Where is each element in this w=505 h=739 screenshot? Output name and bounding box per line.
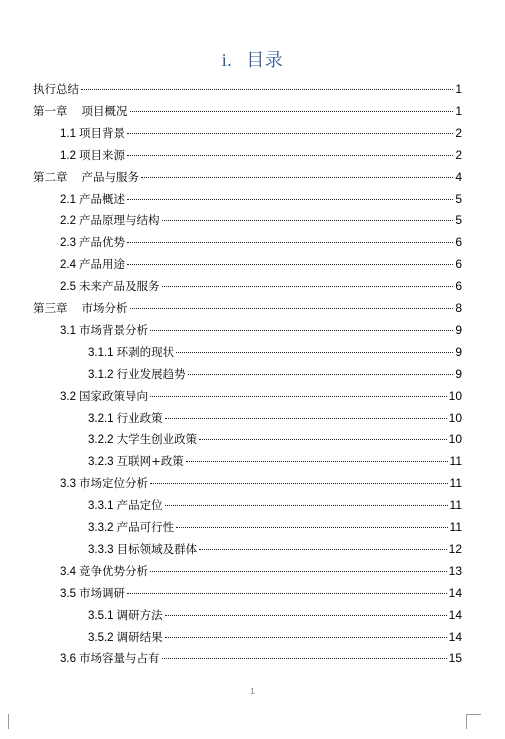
toc-entry-page: 10 xyxy=(448,432,462,447)
toc-entry-number: 第一章 xyxy=(33,103,68,118)
toc-entry-number: 1.2 xyxy=(60,149,76,162)
toc-entry-page: 9 xyxy=(455,322,462,337)
toc-entry-number: 第二章 xyxy=(33,169,68,184)
toc-dot-leader xyxy=(165,505,448,506)
toc-entry-title: 市场分析 xyxy=(81,301,128,315)
toc-entry[interactable] xyxy=(60,210,462,230)
toc-entry-title: 项目背景 xyxy=(79,125,125,140)
toc-dot-leader xyxy=(127,199,453,200)
toc-dot-leader xyxy=(162,286,454,287)
toc-entry-page: 11 xyxy=(449,454,462,469)
toc-entry[interactable] xyxy=(88,539,462,559)
toc-dot-leader xyxy=(188,374,454,375)
toc-entry-page: 10 xyxy=(448,388,462,403)
toc-dot-leader xyxy=(150,571,447,572)
toc-entry-page: 5 xyxy=(455,191,462,206)
toc-entry-page: 5 xyxy=(455,213,462,228)
toc-entry[interactable] xyxy=(60,648,462,668)
toc-entry-page: 1 xyxy=(455,82,462,96)
toc-entry-page: 11 xyxy=(449,520,462,534)
toc-entry[interactable] xyxy=(33,101,462,121)
toc-entry-number: 2.4 xyxy=(60,259,76,272)
toc-dot-leader xyxy=(81,89,453,90)
toc-entry-title: 行业政策 xyxy=(116,410,163,425)
toc-dot-leader xyxy=(127,593,447,594)
toc-dot-leader xyxy=(150,483,448,484)
toc-entry-title: 执行总结 xyxy=(33,82,79,96)
toc-entry-page: 12 xyxy=(448,541,462,556)
toc-entry[interactable] xyxy=(88,495,462,515)
toc-entry-title: 目标领域及群体 xyxy=(116,541,198,556)
toc-entry-page: 11 xyxy=(449,476,462,491)
toc-entry-number: 3.1.1 xyxy=(88,346,114,359)
toc-dot-leader xyxy=(165,615,447,616)
toc-dot-leader xyxy=(199,439,447,440)
toc-entry-title: 市场调研 xyxy=(79,585,125,600)
toc-entry-page: 13 xyxy=(448,563,462,578)
toc-entry[interactable] xyxy=(88,605,462,625)
toc-dot-leader xyxy=(176,527,447,528)
toc-entry[interactable] xyxy=(33,298,462,318)
toc-entry-page: 14 xyxy=(448,629,462,644)
toc-entry-page: 10 xyxy=(448,410,462,425)
toc-dot-leader xyxy=(150,330,453,331)
toc-entry[interactable] xyxy=(60,561,462,581)
crop-mark-bottom-right xyxy=(466,714,481,729)
toc-entry-number: 3.2.3 xyxy=(88,456,114,469)
toc-entry[interactable] xyxy=(33,79,462,99)
toc-entry-page: 1 xyxy=(455,103,462,118)
toc-entry-number: 3.5.1 xyxy=(88,609,114,622)
toc-entry-title: 产品与服务 xyxy=(81,169,139,184)
toc-entry-number: 2.2 xyxy=(60,215,76,228)
toc-entry-page: 9 xyxy=(455,344,462,359)
toc-entry-number: 3.2 xyxy=(60,390,76,403)
toc-entry-number: 3.2.2 xyxy=(88,434,114,447)
toc-dot-leader xyxy=(150,396,447,397)
toc-dot-leader xyxy=(127,133,453,134)
toc-entry-number: 3.3 xyxy=(60,478,76,491)
toc-entry-page: 6 xyxy=(455,257,462,272)
toc-entry-page: 2 xyxy=(455,125,462,140)
toc-entry-number: 3.4 xyxy=(60,565,76,578)
toc-entry-page: 6 xyxy=(455,279,462,294)
toc-entry-title: 互联网+政策 xyxy=(116,454,184,469)
toc-entry-page: 2 xyxy=(455,147,462,162)
toc-entry[interactable] xyxy=(60,145,462,165)
toc-dot-leader xyxy=(130,111,454,112)
toc-entry-title: 市场定位分析 xyxy=(79,476,148,491)
toc-entry-number: 3.1 xyxy=(60,324,76,337)
toc-entry-title: 项目概况 xyxy=(81,103,128,118)
toc-dot-leader xyxy=(162,658,447,659)
toc-entry-title: 国家政策导向 xyxy=(79,388,148,403)
toc-entry-page: 11 xyxy=(449,498,462,513)
toc-dot-leader xyxy=(199,549,447,550)
toc-entry-title: 竞争优势分析 xyxy=(79,563,148,578)
toc-entry-title: 大学生创业政策 xyxy=(116,432,198,447)
toc-heading xyxy=(0,46,505,72)
toc-heading-number: i. xyxy=(221,50,233,70)
toc-entry-title: 市场容量与占有 xyxy=(79,651,160,666)
toc-entry-page: 4 xyxy=(455,169,462,184)
toc-entry-page: 9 xyxy=(455,366,462,381)
toc-entry-page: 15 xyxy=(448,651,462,666)
toc-entry-title: 调研结果 xyxy=(116,629,163,644)
toc-entry[interactable] xyxy=(88,429,462,449)
toc-dot-leader xyxy=(186,461,448,462)
toc-entry-title: 项目来源 xyxy=(79,147,125,162)
toc-entry-number: 3.5.2 xyxy=(88,631,114,644)
toc-dot-leader xyxy=(165,637,447,638)
toc-entry-page: 6 xyxy=(455,235,462,250)
toc-entry[interactable] xyxy=(60,254,462,274)
toc-entry[interactable] xyxy=(60,386,462,406)
footer-page-number: 1 xyxy=(250,687,255,696)
toc-entry[interactable] xyxy=(60,276,462,296)
toc-dot-leader xyxy=(127,242,453,243)
toc-entry-page: 14 xyxy=(448,607,462,622)
toc-entry-title: 产品定位 xyxy=(116,498,163,513)
toc-dot-leader xyxy=(165,418,447,419)
toc-entry[interactable] xyxy=(33,167,462,187)
toc-entry-title: 未来产品及服务 xyxy=(79,279,160,294)
toc-entry-title: 调研方法 xyxy=(116,607,163,622)
toc-entry[interactable] xyxy=(88,451,462,471)
toc-dot-leader xyxy=(127,155,453,156)
toc-dot-leader xyxy=(130,308,454,309)
toc-entry-title: 产品用途 xyxy=(79,257,125,272)
toc-entry-number: 2.1 xyxy=(60,193,76,206)
crop-mark-bottom-left xyxy=(8,714,9,729)
toc-entry[interactable] xyxy=(60,123,462,143)
toc-entry[interactable] xyxy=(60,189,462,209)
toc-entry-number: 3.6 xyxy=(60,653,76,666)
toc-entry[interactable] xyxy=(88,364,462,384)
toc-entry[interactable] xyxy=(88,627,462,647)
toc-entry-title: 环剥的现状 xyxy=(116,344,175,359)
toc-entry-number: 3.3.3 xyxy=(88,543,114,556)
toc-entry-number: 3.2.1 xyxy=(88,412,114,425)
toc-entry-title: 产品优势 xyxy=(79,235,125,250)
toc-entry[interactable] xyxy=(88,408,462,428)
toc-entry-number: 1.1 xyxy=(60,127,76,140)
toc-entry[interactable] xyxy=(88,517,462,537)
toc-entry-title: 产品概述 xyxy=(79,191,125,206)
toc-entry[interactable] xyxy=(60,473,462,493)
toc-entry[interactable] xyxy=(60,320,462,340)
toc-entry-title: 产品可行性 xyxy=(116,520,175,534)
toc-entry[interactable] xyxy=(60,232,462,252)
toc-entry-number: 3.3.1 xyxy=(88,500,114,513)
toc-entry-number: 2.5 xyxy=(60,281,76,294)
toc-entry-number: 3.5 xyxy=(60,587,76,600)
toc-dot-leader xyxy=(127,264,453,265)
toc-entry-number: 3.3.2 xyxy=(88,522,114,534)
toc-dot-leader xyxy=(162,220,454,221)
toc-entry-title: 产品原理与结构 xyxy=(79,213,160,228)
toc-entry[interactable] xyxy=(60,583,462,603)
toc-entry-page: 14 xyxy=(448,585,462,600)
toc-dot-leader xyxy=(176,352,453,353)
toc-entry-number: 3.1.2 xyxy=(88,368,114,381)
toc-entry[interactable] xyxy=(88,342,462,362)
toc-entry-number: 2.3 xyxy=(60,237,76,250)
toc-heading-text: 目录 xyxy=(246,50,284,71)
toc-entry-title: 行业发展趋势 xyxy=(116,366,186,381)
toc-entry-title: 市场背景分析 xyxy=(79,322,148,337)
toc-dot-leader xyxy=(141,177,453,178)
toc-entry-page: 8 xyxy=(455,301,462,315)
toc-entry-number: 第三章 xyxy=(33,301,68,315)
